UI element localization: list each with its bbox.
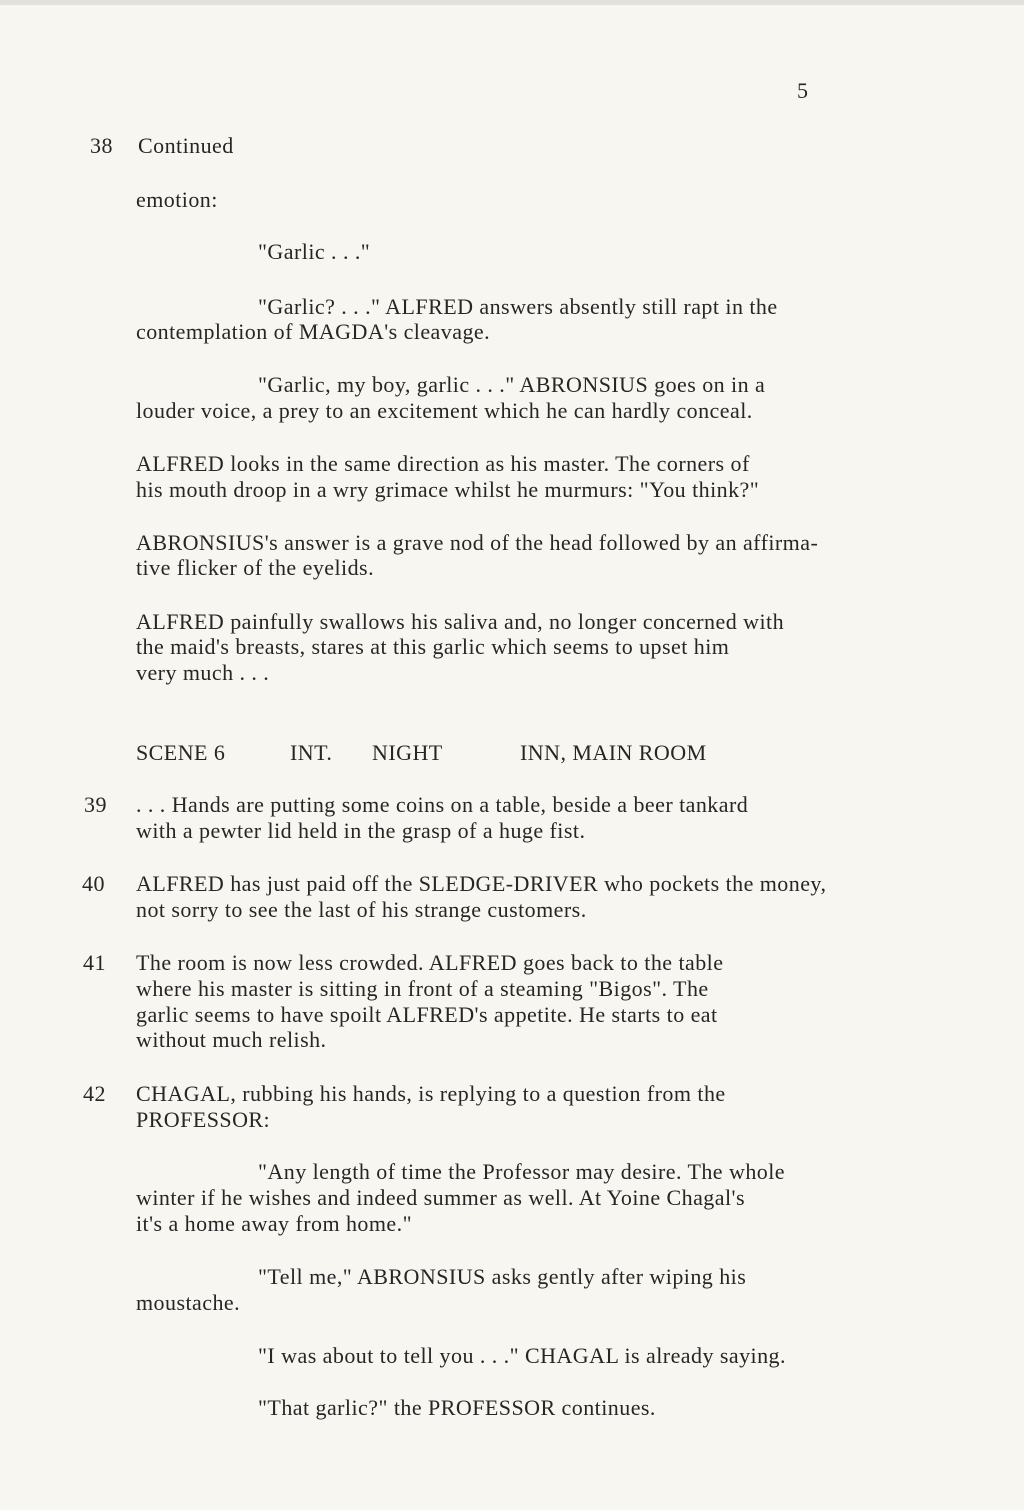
paragraph-line: the maid's breasts, stares at this garlic which seems to upset him — [136, 634, 730, 659]
shot-number: 38 — [90, 133, 113, 158]
scene-location: INN, MAIN ROOM — [520, 740, 707, 765]
dialogue-line: "Tell me," ABRONSIUS asks gently after wiping his — [258, 1264, 747, 1289]
shot-line: not sorry to see the last of his strange customers. — [136, 897, 587, 922]
dialogue-line: contemplation of MAGDA's cleavage. — [136, 319, 491, 344]
shot-line: The room is now less crowded. ALFRED goes back to the table — [136, 950, 724, 975]
paragraph-line: emotion: — [136, 187, 218, 212]
shot-line: . . . Hands are putting some coins on a table, beside a beer tankard — [136, 792, 749, 817]
paragraph-line: his mouth droop in a wry grimace whilst he murmurs: "You think?" — [136, 477, 760, 502]
shot-number: 42 — [83, 1081, 106, 1106]
shot-line: with a pewter lid held in the grasp of a huge fist. — [136, 818, 586, 843]
continued-label: Continued — [138, 133, 234, 158]
paragraph-line: tive flicker of the eyelids. — [136, 555, 375, 580]
paragraph-line: ALFRED looks in the same direction as his master. The corners of — [136, 451, 750, 476]
paragraph-line: very much . . . — [136, 660, 270, 685]
shot-line: garlic seems to have spoilt ALFRED's appetite. He starts to eat — [136, 1002, 718, 1027]
shot-line: CHAGAL, rubbing his hands, is replying to a question from the — [136, 1081, 726, 1106]
dialogue-line: "Garlic . . ." — [258, 239, 371, 264]
dialogue-line: "Garlic? . . ." ALFRED answers absently still rapt in the — [258, 294, 778, 319]
scan-edge — [0, 0, 1024, 5]
shot-number: 41 — [83, 950, 106, 975]
dialogue-line: it's a home away from home." — [136, 1211, 413, 1236]
scene-int: INT. — [290, 740, 333, 765]
dialogue-line: "That garlic?" the PROFESSOR continues. — [258, 1395, 656, 1420]
dialogue-line: winter if he wishes and indeed summer as well. At Yoine Chagal's — [136, 1185, 745, 1210]
shot-line: PROFESSOR: — [136, 1107, 271, 1132]
shot-line: where his master is sitting in front of a steaming "Bigos". The — [136, 976, 709, 1001]
scene-time: NIGHT — [372, 740, 443, 765]
paragraph-line: ALFRED painfully swallows his saliva and, no longer concerned with — [136, 609, 785, 634]
page-number: 5 — [797, 78, 808, 103]
dialogue-line: moustache. — [136, 1290, 241, 1315]
dialogue-line: "Garlic, my boy, garlic . . ." ABRONSIUS goes on in a — [258, 372, 766, 397]
shot-line: ALFRED has just paid off the SLEDGE-DRIVER who pockets the money, — [136, 871, 827, 896]
dialogue-line: louder voice, a prey to an excitement which he can hardly conceal. — [136, 398, 753, 423]
shot-line: without much relish. — [136, 1027, 327, 1052]
dialogue-line: "Any length of time the Professor may desire. The whole — [258, 1159, 785, 1184]
shot-number: 40 — [82, 871, 105, 896]
dialogue-line: "I was about to tell you . . ." CHAGAL is already saying. — [258, 1343, 786, 1368]
scene-label: SCENE 6 — [136, 740, 226, 765]
paragraph-line: ABRONSIUS's answer is a grave nod of the head followed by an affirma- — [136, 530, 819, 555]
shot-number: 39 — [84, 792, 107, 817]
